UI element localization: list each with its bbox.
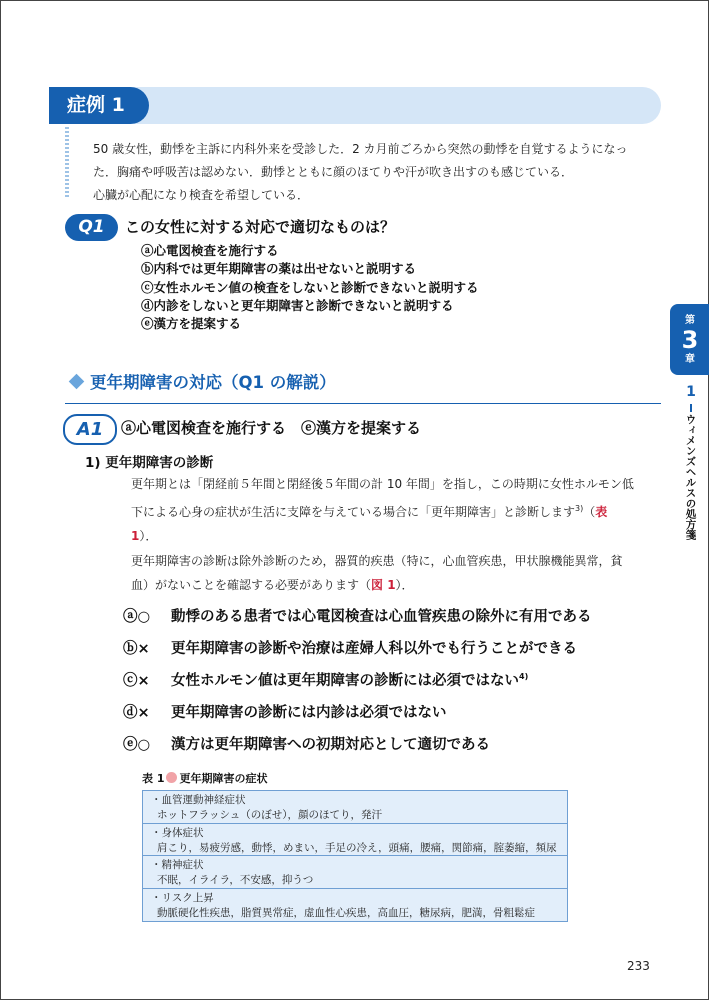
table-caption-title: 更年期障害の症状 (179, 772, 268, 785)
section-title-vertical: ウィメンズヘルスの処方箋 (684, 414, 697, 540)
explanation-text: 女性ホルモン値は更年期障害の診断には必須ではない (171, 672, 519, 689)
body-p1-open: （ (583, 504, 596, 519)
explanation-item (123, 727, 592, 759)
section-divider (690, 404, 692, 412)
table-row-heading: ・リスク上昇 (151, 891, 214, 904)
explanation-citation: 4) (519, 671, 529, 681)
table-row-items: 不眠，イライラ，不安感，抑うつ (157, 874, 314, 886)
explanation-item (123, 599, 592, 631)
explanation-item (123, 631, 592, 663)
symptoms-table (142, 790, 568, 922)
table-row (143, 791, 567, 824)
citation-3: 3) (575, 503, 584, 513)
explanation-list (123, 599, 592, 759)
question-text: この女性に対する対応で適切なものは？ (125, 218, 396, 236)
section-number: 1 (686, 384, 696, 400)
table-row-heading: ・身体症状 (151, 826, 204, 839)
table-row-items: ホットフラッシュ（のぼせ），顔のほてり，発汗 (157, 809, 383, 821)
explanation-text: 漢方は更年期障害への初期対応として適切である (171, 736, 490, 753)
option-c: ⓒ女性ホルモン値の検査をしないと診断できないと説明する (141, 279, 479, 295)
explanation-mark: ⓓ× (123, 704, 150, 721)
body-paragraph-1 (119, 472, 634, 549)
chapter-number: 3 (681, 326, 699, 354)
body-p1-close: ）． (139, 529, 158, 543)
question-options (141, 242, 479, 333)
option-e: ⓔ漢方を提案する (141, 316, 242, 332)
chapter-tab[interactable] (670, 304, 709, 375)
answer-badge: A1 (63, 414, 117, 445)
explanation-mark: ⓐ○ (123, 608, 151, 625)
chapter-section-index (680, 382, 702, 540)
table-row (143, 889, 567, 922)
page-number: 233 (627, 959, 650, 973)
option-b: ⓑ内科では更年期障害の薬は出せないと説明する (141, 261, 417, 277)
case-line-1: 50 歳女性，動悸を主訴に内科外来を受診した．2 カ月前ごろから突然の動悸を自覚するようになった．胸痛や呼吸苦は認めない．動悸とともに顔のほてりや汗が吹き出すのも感じている． (93, 142, 628, 179)
body-p2-text: 更年期障害の診断は除外診断のため，器質的疾患（特に，心血管疾患，甲状腺機能異常，貧血）がないことを確認する必要があります（ (131, 553, 623, 592)
table-row-items: 肩こり，易疲労感，動悸，めまい，手足の冷え，頭痛，腰痛，関節痛，腟萎縮，頻尿 (157, 841, 557, 854)
table-row (143, 824, 567, 857)
bullet-dot-icon (166, 772, 177, 783)
explanation-item (123, 663, 592, 695)
explanation-mark: ⓔ○ (123, 736, 151, 753)
table-row-items: 動脈硬化性疾患，脂質異常症，虚血性心疾患，高血圧，糖尿病，肥満，骨粗鬆症 (157, 906, 535, 919)
table-1-reference[interactable]: 表 1 (131, 504, 608, 543)
answer-text: ⓐ心電図検査を施行する ⓔ漢方を提案する (121, 419, 422, 437)
case-divider (65, 127, 69, 197)
table-row-heading: ・精神症状 (151, 859, 204, 871)
chapter-label: 第 (685, 315, 695, 326)
explanation-text: 更年期障害の診断には内診は必須ではない (171, 704, 447, 721)
case-line-2: 心臓が心配になり検査を希望している． (93, 188, 310, 202)
table-caption (142, 771, 267, 787)
diamond-icon (69, 374, 85, 390)
case-description (81, 138, 641, 207)
table-row (143, 856, 567, 889)
figure-1-reference[interactable]: 図 1 (371, 578, 396, 592)
explanation-text: 更年期障害の診断や治療は産婦人科以外でも行うことができる (171, 640, 577, 657)
option-d: ⓓ内診をしないと更年期障害と診断できないと説明する (141, 297, 454, 313)
explanation-mark: ⓑ× (123, 640, 150, 657)
explanation-item (123, 695, 592, 727)
table-caption-prefix: 表 1 (142, 772, 165, 785)
question-badge: Q1 (65, 214, 118, 241)
table-row-heading: ・血管運動神経症状 (151, 794, 246, 806)
body-p2-close: ）． (395, 578, 414, 592)
body-text (119, 472, 634, 598)
subsection-heading: 1) 更年期障害の診断 (85, 455, 214, 471)
explanation-text: 動悸のある患者では心電図検査は心血管疾患の除外に有用である (171, 608, 592, 625)
explanation-mark: ⓒ× (123, 672, 150, 689)
chapter-suffix: 章 (685, 354, 695, 365)
body-p1-text: 更年期とは「閉経前５年間と閉経後５年間の計 10 年間」を指し，この時期に女性ホルモン低下による心身の症状が生活に支障を与えている場合に「更年期障害」と診断します (131, 477, 634, 519)
body-paragraph-2 (119, 549, 634, 598)
section-heading (65, 369, 661, 404)
option-a: ⓐ心電図検査を施行する (141, 243, 279, 258)
section-title: 更年期障害の対応（Q1 の解説） (90, 373, 336, 392)
case-title: 症例 1 (49, 87, 149, 124)
